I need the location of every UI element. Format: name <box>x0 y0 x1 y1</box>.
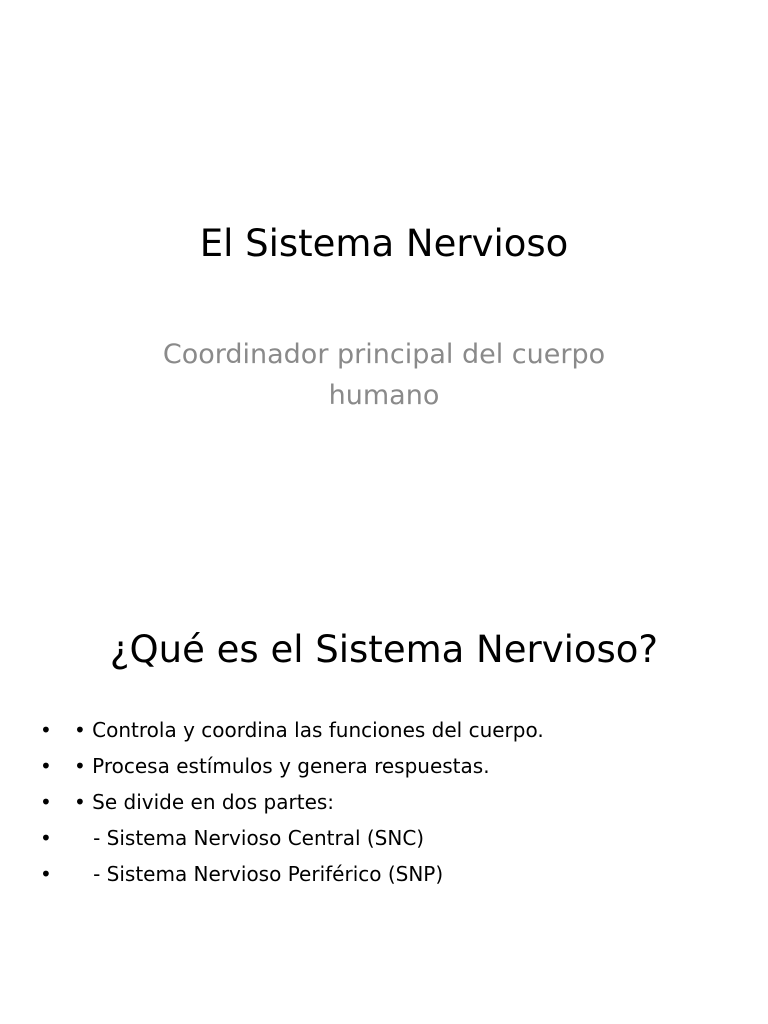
bullet-icon: • <box>40 718 52 742</box>
bullet-icon: • <box>40 862 52 886</box>
bullet-icon: • <box>40 754 52 778</box>
list-item <box>40 712 740 748</box>
slide-subtitle: Coordinador principal del cuerpo humano <box>162 339 606 411</box>
content-slide <box>0 512 768 1024</box>
list-item <box>40 784 740 820</box>
bullet-icon: • <box>40 826 52 850</box>
list-item <box>40 856 740 892</box>
bullet-icon: • <box>40 790 52 814</box>
content-slide-title: ¿Qué es el Sistema Nervioso? <box>109 628 659 671</box>
list-item <box>40 820 740 856</box>
bullet-text: • Controla y coordina las funciones del cuerpo. <box>74 718 544 742</box>
slide-title: El Sistema Nervioso <box>199 222 569 265</box>
bullet-text: • Se divide en dos partes: <box>74 790 335 814</box>
bullet-list <box>40 712 740 892</box>
bullet-text: • Procesa estímulos y genera respuestas. <box>74 754 490 778</box>
bullet-text: - Sistema Nervioso Central (SNC) <box>74 826 425 850</box>
list-item <box>40 748 740 784</box>
bullet-text: - Sistema Nervioso Periférico (SNP) <box>74 862 444 886</box>
